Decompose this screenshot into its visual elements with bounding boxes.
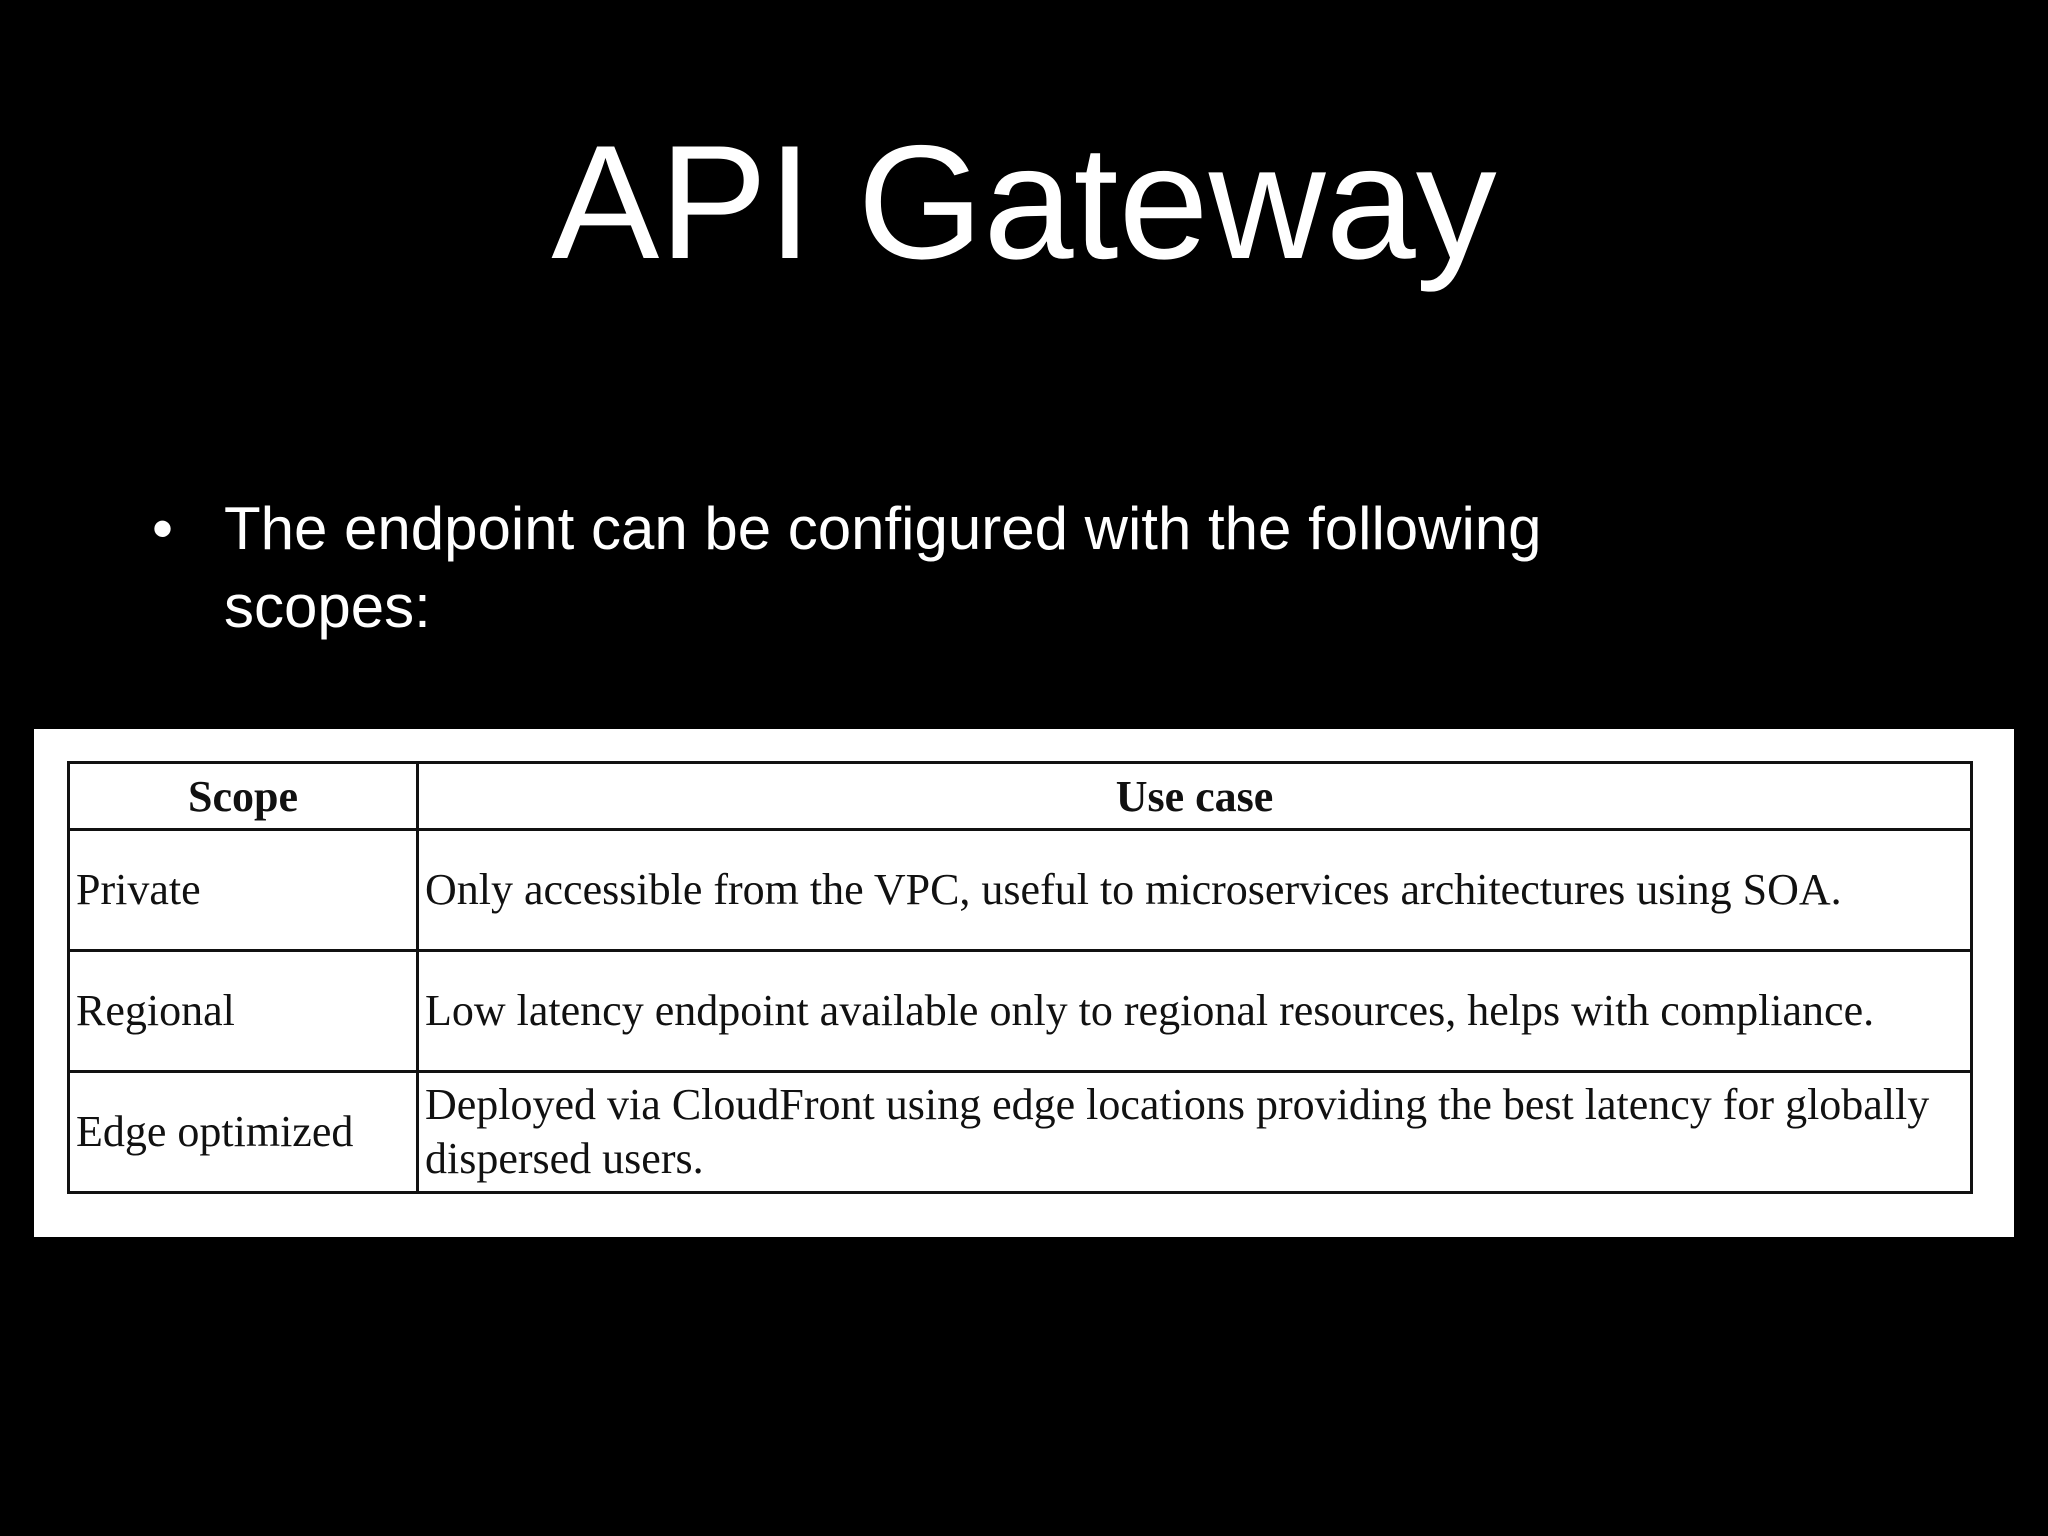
header-use-case: Use case (418, 763, 1972, 830)
table-header-row (69, 763, 1972, 830)
table-row-private (69, 830, 1972, 951)
use-case-cell: Low latency endpoint available only to regional resources, helps with compliance. (418, 951, 1972, 1072)
table-row-edge-optimized (69, 1072, 1972, 1193)
scope-table (67, 761, 1973, 1194)
scope-table-image (34, 729, 2014, 1237)
slide-title: API Gateway (551, 112, 1497, 293)
bullet-marker: • (152, 495, 174, 562)
scope-cell: Edge optimized (69, 1072, 418, 1193)
use-case-cell: Deployed via CloudFront using edge locations providing the best latency for globally dispersed users. (418, 1072, 1972, 1193)
scope-cell: Private (69, 830, 418, 951)
bullet-list (148, 490, 1708, 646)
bullet-text: The endpoint can be configured with the following scopes: (224, 495, 1542, 640)
bullet-item (148, 490, 1708, 646)
use-case-cell: Only accessible from the VPC, useful to microservices architectures using SOA. (418, 830, 1972, 951)
table-row-regional (69, 951, 1972, 1072)
header-scope: Scope (69, 763, 418, 830)
scope-cell: Regional (69, 951, 418, 1072)
